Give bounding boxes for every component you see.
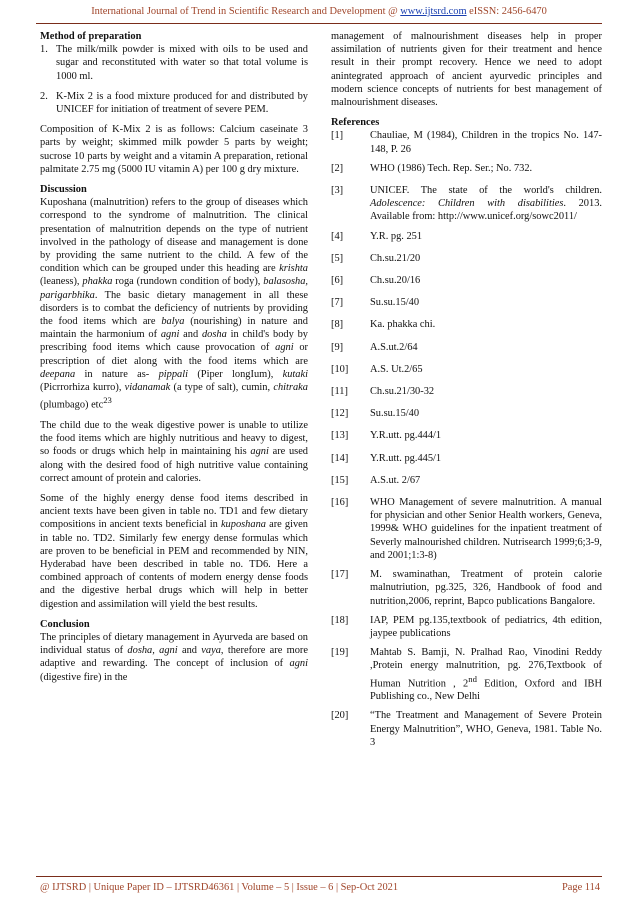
left-column <box>40 30 308 684</box>
page-number: Page 114 <box>562 882 600 893</box>
method-item-1 <box>40 43 308 83</box>
reference-item: [19] Mahtab S. Bamji, N. Pralhad Rao, Vinodini Reddy ,Protein energy malnutrition, pg. 276,Textbook of Human Nutrition , 2nd Edition, Oxford and IBH Publishing co., New Delhi <box>331 647 602 703</box>
composition-paragraph: Composition of K-Mix 2 is as follows: Calcium caseinate 3 parts by weight; skimmed milk powder 5 parts by weight; sucrose 10 parts by weight and a vitamin A preparation, retional palmitate 2.75 mg (5000 IU vitamin A) per 100 g dry mixture. <box>40 124 308 175</box>
reference-item: [11] Ch.su.21/30-32 <box>331 386 435 398</box>
footer-text: @ IJTSRD | Unique Paper ID – IJTSRD46361 | Volume – 5 | Issue – 6 | Sep-Oct 2021 <box>40 882 399 893</box>
reference-item: [8] Ka. phakka chi. <box>331 319 436 331</box>
reference-item: [4] Y.R. pg. 251 <box>331 230 423 242</box>
header-rule <box>36 23 602 24</box>
conclusion-heading: Conclusion <box>40 618 90 630</box>
method-item-text: The milk/milk powder is mixed with oils to be used and sugar and reconstituted with water so that total volume is 1000 ml. <box>56 44 308 82</box>
reference-item: [6] Ch.su.20/16 <box>331 275 421 287</box>
references-heading: References <box>331 117 380 129</box>
reference-item: [13] Y.R.utt. pg.444/1 <box>331 430 442 442</box>
method-item-number: 2. <box>40 90 48 102</box>
reference-item: [17] M. swaminathan, Treatment of protein calorie malnutriution, pg.325, 326, Handbook of food and nutrition,2006, reprint, Bapco publications Bangalore. <box>331 569 602 607</box>
footer-rule <box>36 876 602 877</box>
running-footer <box>40 882 600 893</box>
reference-item: [18] IAP, PEM pg.135,textbook of pediatrics, 4th edition, jaypee publications <box>331 614 602 639</box>
citation-superscript: 23 <box>103 395 112 406</box>
reference-item: [10] A.S. Ut.2/65 <box>331 363 423 375</box>
discussion-heading: Discussion <box>40 184 87 196</box>
reference-item: [1] Chauliae, M (1984), Children in the tropics No. 147-148, P. 26 <box>331 130 602 155</box>
conclusion-continuation: management of malnourishment diseases help in proper assimilation of nutrients given for their treatment and hence result in their prompt recovery. Hence we need to adopt anintegrated approach of ancient ayurvedic principles and modern science concepts of nutrients for best management of malnourishment diseases. <box>331 31 602 109</box>
reference-item: [9] A.S.ut.2/64 <box>331 341 418 353</box>
reference-item: [2] WHO (1986) Tech. Rep. Ser.; No. 732. <box>331 162 533 174</box>
reference-item: [5] Ch.su.21/20 <box>331 252 421 264</box>
discussion-paragraph-3: Some of the highly energy dense food items described in ancient texts have been given in table no. TD1 and few dietary compositions in ancient texts beneficial in kuposhana are given in table no. TD2. Similarly few energy dense formulas which are proven to be beneficial in PEM and recommended by NIN, Hyderabad have been described in table no. TD6. Here a combined approach of contents of modern energy dense foods and the digestive herbal drugs which will help in better digestion and assimilation will yield the best results. <box>40 492 308 610</box>
reference-item: [3] UNICEF. The state of the world's children. Adolescence: Children with disabilities. 2013. Available from: http://www.unicef.org/sowc2011/ <box>331 185 602 223</box>
running-header <box>0 6 638 17</box>
reference-item: [7] Su.su.15/40 <box>331 297 420 309</box>
reference-item: [14] Y.R.utt. pg.445/1 <box>331 452 442 464</box>
right-column <box>331 30 602 755</box>
journal-issn: eISSN: 2456-6470 <box>466 6 547 17</box>
journal-name: International Journal of Trend in Scientific Research and Development @ <box>91 6 401 17</box>
method-item-number: 1. <box>40 44 48 56</box>
discussion-paragraph-2: The child due to the weak digestive power is unable to utilize the food items which are highly nutritious and heavy to digest, so foods or drugs which help in maintaining his agni are used along with the desired food of high nutritive value containing correct amount of protein and calories. <box>40 419 308 484</box>
method-heading: Method of preparation <box>40 31 142 42</box>
reference-item: [12] Su.su.15/40 <box>331 408 420 420</box>
discussion-paragraph-1: Kuposhana (malnutrition) refers to the group of diseases which correspond to the syndrome of malnutrition. The clinical presentation of malnutrition depends on the type of nutrient involved in the pathology of disease and management is done by providing the same nutrient to the child. A few of the condition which can be grouped under this heading are krishta (leaness), phakka roga (rundown condition of body), balasosha, parigarbhika. The basic dietary management in all these disorders is to combat the deficiency of nutrients by providing the food items which are balya (nourishing) in nature and maintain the harmonium of agni and dosha in child's body by prescribing food items which cause provocation of agni or prescription of diet along with the food items which are deepana in nature as- pippali (Piper longIum), kutaki (Picrrorhiza kurro), vidanamak (a type of salt), cumin, chitraka (plumbago) etc$^{23}$ <box>40 197 308 411</box>
method-item-2 <box>40 90 308 116</box>
method-item-text: K-Mix 2 is a food mixture produced for and distributed by UNICEF for initiation of treatment of severe PEM. <box>56 90 308 116</box>
reference-item: [16] WHO Management of severe malnutrition. A manual for physician and other Senior Health workers, Geneva, 1999& WHO guidelines for the inpatient treatment of Severly malnourished children. Nutrisearch 1999;6;3-9, and 2001;1:3-8) <box>331 497 602 561</box>
journal-url-link[interactable]: www.ijtsrd.com <box>400 6 467 17</box>
reference-item: [20] “The Treatment and Management of Severe Protein Energy Malnutrition”, WHO, Geneva, 1981. Table No. 3 <box>331 710 602 748</box>
reference-item: [15] A.S.ut. 2/67 <box>331 474 421 486</box>
conclusion-paragraph: The principles of dietary management in Ayurveda are based on individual status of dosha, agni and vaya, therefore are more adaptive and rewarding. The concept of inclusion of agni (digestive fire) in the <box>40 632 308 683</box>
